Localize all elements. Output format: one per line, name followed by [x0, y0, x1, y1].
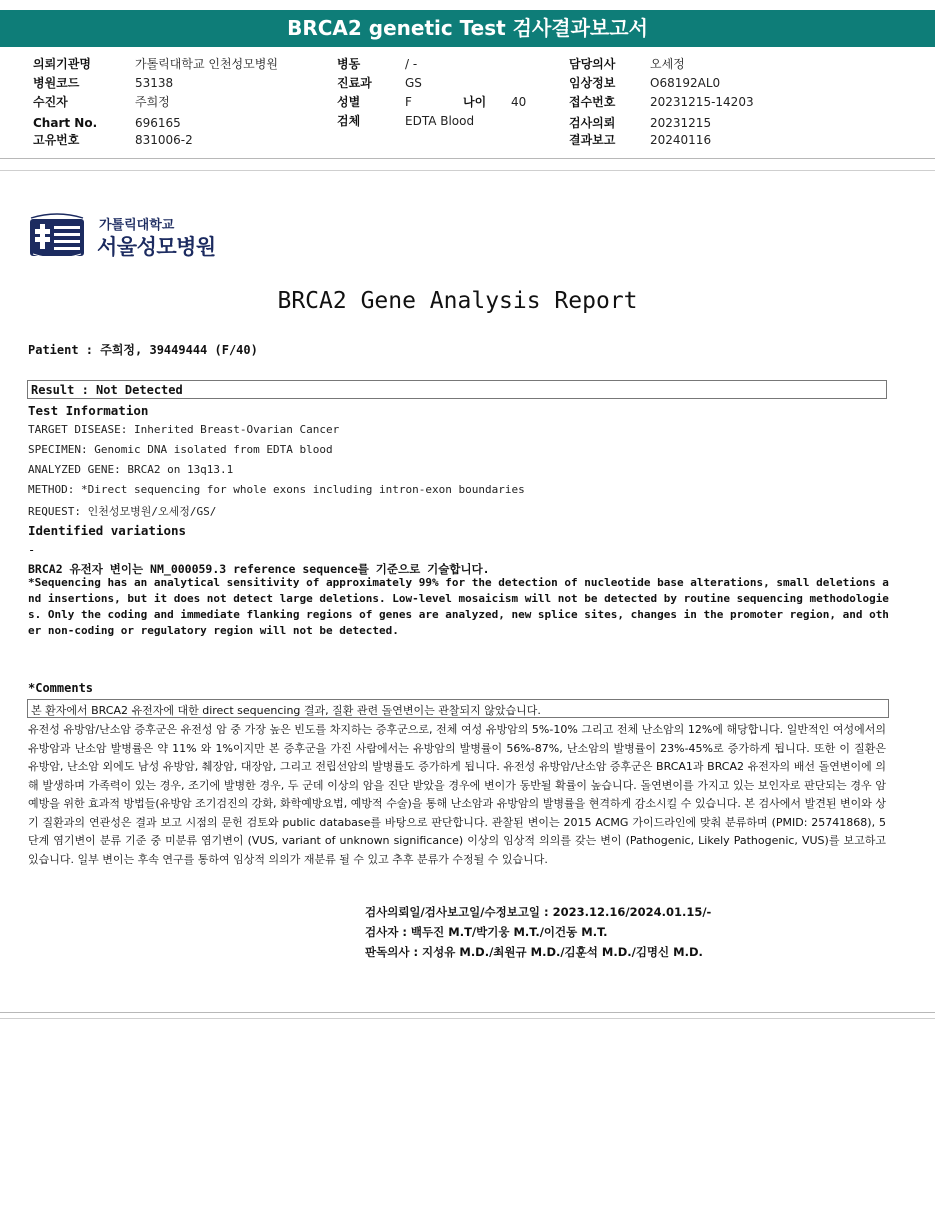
reading-physicians: 판독의사 : 지성유 M.D./최원규 M.D./김훈석 M.D./김명신 M.D.	[365, 945, 703, 959]
label-receipt-number: 접수번호	[569, 95, 616, 109]
value-sex: F	[405, 95, 412, 109]
catholic-university-emblem-icon	[27, 212, 87, 258]
label-doctor: 담당의사	[569, 57, 616, 71]
label-result-report-date: 결과보고	[569, 133, 616, 147]
analyzed-gene: ANALYZED GENE: BRCA2 on 13q13.1	[28, 463, 234, 476]
value-ward: / -	[405, 57, 418, 71]
divider	[0, 1012, 935, 1013]
patient-line: Patient : 주희정, 39449444 (F/40)	[28, 343, 258, 357]
label-hospital-code: 병원코드	[33, 76, 80, 90]
label-unique-number: 고유번호	[33, 133, 80, 147]
value-receipt-number: 20231215-14203	[650, 95, 754, 109]
label-test-request-date: 검사의뢰	[569, 116, 616, 130]
sensitivity-note: *Sequencing has an analytical sensitivity of approximately 99% for the detection of nucleotide base alterations, small deletions and insertions, but it does not detect large deletions. Low-level mosaicism will not be detected by routine sequencing methodologies. Only the coding and immediate flanking regions of genes are analyzed, new splice sites, changes in the promoter region, and other non-coding or regulatory region will not be detected.	[28, 576, 889, 637]
value-department: GS	[405, 76, 422, 90]
label-requesting-institution: 의뢰기관명	[33, 57, 91, 71]
specimen-info: SPECIMEN: Genomic DNA isolated from EDTA blood	[28, 443, 333, 456]
request-info: REQUEST: 인천성모병원/오세정/GS/	[28, 505, 217, 518]
label-chart-no: Chart No.	[33, 116, 98, 130]
value-patient: 주희정	[135, 95, 170, 109]
label-patient: 수진자	[33, 95, 68, 109]
label-clinical-info: 임상정보	[569, 76, 616, 90]
label-sex: 성별	[337, 95, 361, 109]
value-chart-no: 696165	[135, 116, 181, 130]
report-dates: 검사의뢰일/검사보고일/수정보고일 : 2023.12.16/2024.01.15/-	[365, 905, 712, 919]
comment-summary: 본 환자에서 BRCA2 유전자에 대한 direct sequencing 결과, 질환 관련 돌연변이는 관찰되지 않았습니다.	[31, 704, 541, 717]
target-disease: TARGET DISEASE: Inherited Breast-Ovarian Cancer	[28, 423, 340, 436]
logo-subtitle: 가톨릭대학교	[99, 218, 175, 233]
label-specimen: 검체	[337, 114, 361, 128]
value-hospital-code: 53138	[135, 76, 174, 90]
value-test-request-date: 20231215	[650, 116, 712, 130]
result-text: Result : Not Detected	[31, 383, 183, 397]
value-result-report-date: 20240116	[650, 133, 712, 147]
label-age: 나이	[463, 95, 487, 109]
divider	[0, 170, 935, 171]
value-requesting-institution: 가톨릭대학교 인천성모병원	[135, 57, 278, 71]
divider	[0, 158, 935, 159]
divider	[0, 1018, 935, 1019]
method-info: METHOD: *Direct sequencing for whole exons including intron-exon boundaries	[28, 483, 525, 496]
identified-variations-heading: Identified variations	[28, 523, 187, 538]
comment-summary-box	[27, 699, 889, 718]
hospital-logo	[27, 212, 227, 260]
value-specimen: EDTA Blood	[405, 114, 475, 128]
value-unique-number: 831006-2	[135, 133, 193, 147]
report-title: BRCA2 Gene Analysis Report	[277, 288, 638, 314]
result-box	[27, 380, 887, 399]
value-clinical-info: O68192AL0	[650, 76, 721, 90]
reference-sequence-note: BRCA2 유전자 변이는 NM_000059.3 reference sequence를 기준으로 기술합니다.	[28, 562, 490, 576]
comment-body: 유전성 유방암/난소암 증후군은 유전성 암 중 가장 높은 빈도를 차지하는 증후군으로, 전체 여성 유방암의 5%-10% 그리고 전체 난소암의 12%에 해당합니다. 일반적인 여성에서의 유방암과 난소암 발병률은 약 11% 와 1%이지만 본 증후군을 가진 사람에서는 유방암의 발병률이 56%-87%, 난소암의 발병률이 23%-45%로 증가하게 됩니다. 또한 이 질환은 유방암, 난소암 외에도 남성 유방암, 췌장암, 대장암, 그리고 전립선암의 발병률도 증가하게 됩니다. 유전성 유방암/난소암 증후군은 BRCA1과 BRCA2 유전자의 배선 돌연변이에 의해 발생하며 가족력이 있는 경우, 조기에 발병한 경우, 두 군데 이상의 암을 진단 받았을 경우에 변이가 동반될 확률이 높습니다. 돌연변이를 가지고 있는 보인자로 판단되는 경우 암 예방을 위한 효과적 방법들(유방암 조기검진의 강화, 화학예방요법, 예방적 수술)을 통해 난소암과 유방암의 발병률을 현격하게 감소시킬 수 있습니다. 본 검사에서 발견된 변이와 상기 질환과의 연관성은 결과 보고 시점의 문헌 검토와 public database를 바탕으로 판단합니다. 관찰된 변이는 2015 ACMG 가이드라인에 맞춰 분류하며 (PMID: 25741868), 5단계 염기변이 분류 기준 중 미분류 염기변이 (VUS, variant of unknown significance) 이상의 임상적 의의를 갖는 변이 (Pathogenic, Likely Pathogenic, VUS)를 보고하고 있습니다. 일부 변이는 후속 연구를 통하여 임상적 의의가 재분류 될 수 있고 추후 분류가 수정될 수 있습니다.	[28, 723, 886, 866]
value-age: 40	[511, 95, 527, 109]
report-header-title: BRCA2 genetic Test 검사결과보고서	[0, 10, 935, 47]
comments-heading: *Comments	[28, 681, 94, 695]
examiners: 검사자 : 백두진 M.T/박기웅 M.T./이건동 M.T.	[365, 925, 608, 939]
label-department: 진료과	[337, 76, 372, 90]
value-doctor: 오세정	[650, 57, 685, 71]
logo-hospital-name: 서울성모병원	[97, 235, 216, 259]
test-information-heading: Test Information	[28, 403, 149, 418]
label-ward: 병동	[337, 57, 361, 71]
identified-variations-value: -	[28, 543, 36, 557]
